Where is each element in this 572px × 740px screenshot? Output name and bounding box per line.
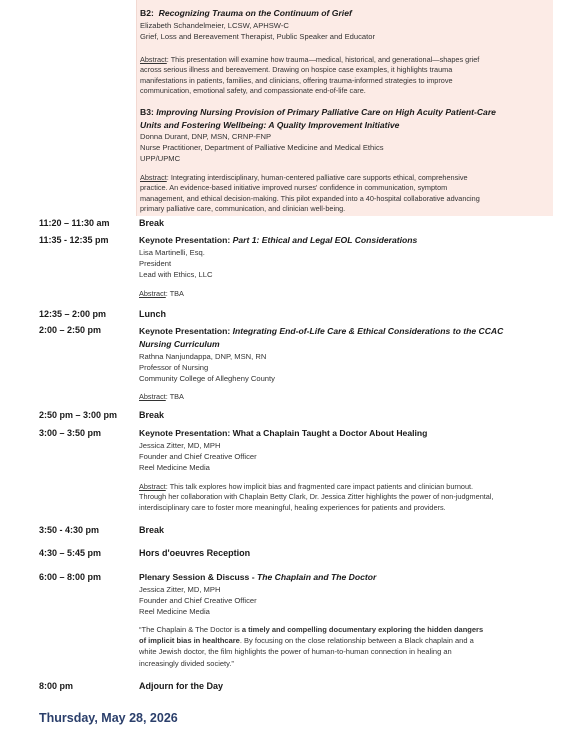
event-title: Plenary Session & Discuss - The Chaplain and The Doctor (139, 572, 377, 582)
event-title: Keynote Presentation: Integrating End-of-Life Care & Ethical Considerations to the CCAC Nursing Curriculum (139, 326, 504, 349)
session-b2-speaker: Elizabeth Schandelmeier, LCSW, APHSW-C (140, 21, 289, 30)
time-slot: 6:00 – 8:00 pm (39, 572, 102, 582)
session-b3-role: Nurse Practitioner, Department of Palliative Medicine and Medical Ethics (140, 143, 384, 152)
time-slot: 3:00 – 3:50 pm (39, 428, 102, 438)
time-slot: 11:20 – 11:30 am (39, 218, 110, 228)
time-slot: 2:50 pm – 3:00 pm (39, 410, 118, 420)
speaker-title: Founder and Chief Creative Officer (139, 596, 257, 605)
event-abstract: Abstract: This talk explores how implicit bias and fragmented care impact patients and clinician burnout. Through her collaboration with Chaplain Betty Clark, Dr. Jessica Zitter highlights the power of non-judgmental, interdisciplinary care to foster more meaningful, healing experiences for patients and providers. (139, 482, 494, 512)
time-slot: 8:00 pm (39, 681, 74, 691)
session-b3-title: B3: Improving Nursing Provision of Primary Palliative Care on High Acuity Patient-Care Units and Fostering Wellbeing: A Quality Improvement Initiative (140, 107, 496, 130)
abstract-label: Abstract (140, 55, 167, 64)
event-title: Break (139, 410, 165, 420)
film-description: “The Chaplain & The Doctor is a timely and compelling documentary exploring the hidden dangers of implicit bias in healthcare. By focusing on the close relationship between a Black chaplain and a white Jewish doctor, the film highlights the power of human-to-human connection in healing an increasingly divided society.” (139, 625, 484, 668)
event-title: Adjourn for the Day (139, 681, 224, 691)
speaker-org: Lead with Ethics, LLC (139, 270, 213, 279)
speaker-name: Jessica Zitter, MD, MPH (139, 585, 221, 594)
speaker-org: Reel Medicine Media (139, 463, 210, 472)
speaker-name: Jessica Zitter, MD, MPH (139, 441, 221, 450)
day-heading: Thursday, May 28, 2026 (39, 711, 178, 725)
time-slot: 4:30 – 5:45 pm (39, 548, 102, 558)
speaker-org: Community College of Allegheny County (139, 374, 275, 383)
speaker-org: Reel Medicine Media (139, 607, 210, 616)
session-b2-abstract: Abstract: This presentation will examine how trauma—medical, historical, and generational—shapes grief across serious illness and bereavement. Drawing on hospice case examples, it highlights trauma manifestations in patients, families, and clinicians, offering trauma-informed strategies to improve communication, emotional safety, and compassionate end-of-life care. (140, 55, 480, 96)
session-b2-title: B2: Recognizing Trauma on the Continuum of Grief (140, 8, 352, 18)
time-slot: 11:35 - 12:35 pm (39, 235, 109, 245)
speaker-title: Founder and Chief Creative Officer (139, 452, 257, 461)
event-title: Keynote Presentation: Part 1: Ethical and Legal EOL Considerations (139, 235, 418, 245)
abstract-label: Abstract (140, 173, 167, 182)
time-slot: 3:50 - 4:30 pm (39, 525, 100, 535)
event-title: Lunch (139, 309, 166, 319)
session-b3-speaker: Donna Durant, DNP, MSN, CRNP-FNP (140, 132, 272, 141)
event-abstract: Abstract: TBA (139, 392, 184, 401)
event-title: Keynote Presentation: What a Chaplain Taught a Doctor About Healing (139, 428, 428, 438)
event-abstract: Abstract: TBA (139, 289, 184, 298)
event-title: Break (139, 525, 165, 535)
session-b2-role: Grief, Loss and Bereavement Therapist, Public Speaker and Educator (140, 32, 375, 41)
time-slot: 12:35 – 2:00 pm (39, 309, 107, 319)
speaker-name: Rathna Nanjundappa, DNP, MSN, RN (139, 352, 267, 361)
speaker-name: Lisa Martinelli, Esq. (139, 248, 205, 257)
session-b3-org: UPP/UPMC (140, 154, 181, 163)
time-slot: 2:00 – 2:50 pm (39, 325, 102, 335)
speaker-title: Professor of Nursing (139, 363, 209, 372)
event-title: Break (139, 218, 165, 228)
session-b3-abstract: Abstract: Integrating interdisciplinary, human-centered palliative care supports ethical, comprehensive practice. An evidence-based initiative improved nurses' confidence in communication, symptom management, and ethical decision-making. This pilot expanded into a 40-hospital collaborative advancing primary palliative care, communication, and clinician well-being. (140, 173, 480, 214)
speaker-title: President (139, 259, 172, 268)
event-title: Hors d'oeuvres Reception (139, 548, 251, 558)
